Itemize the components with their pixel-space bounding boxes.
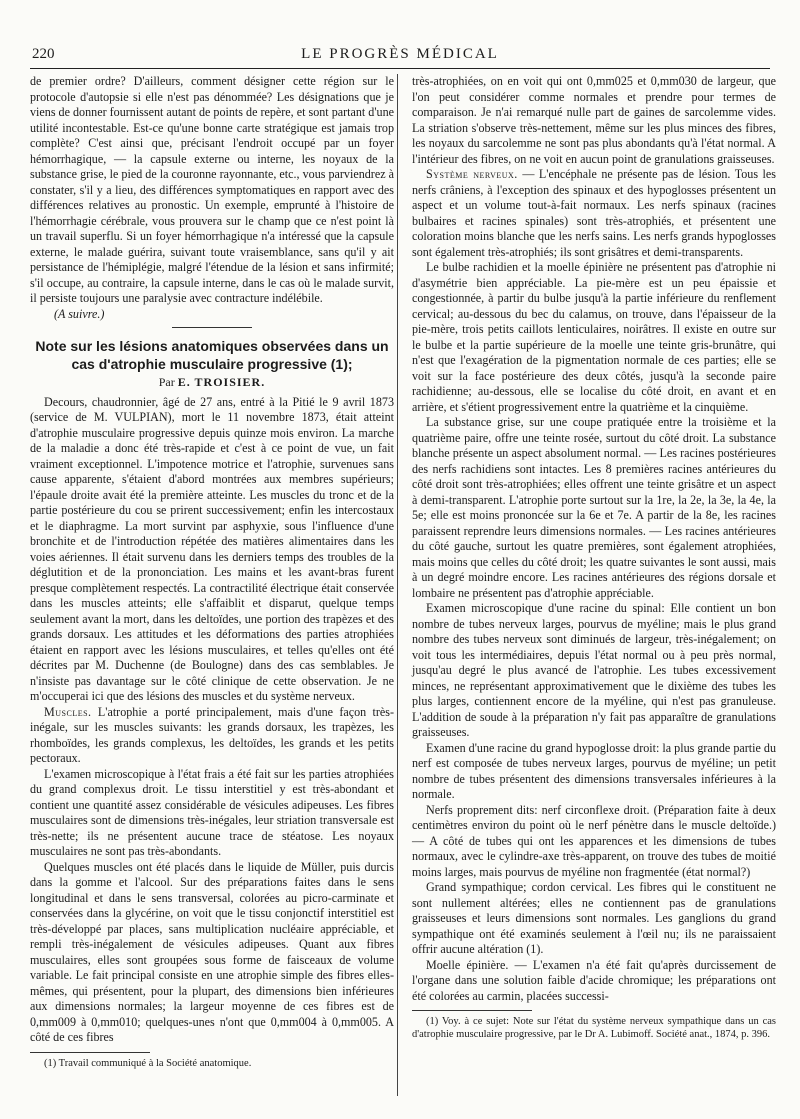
right-footnote: (1) Voy. à ce sujet: Note sur l'état du système nerveux sympathique dans un cas d'atrophie musculaire progressive, par le Dr A. Lubimoff. Société anat., 1874, p. 396. xyxy=(412,1016,776,1040)
opening-paragraph: très-atrophiées, on en voit qui ont 0,mm025 et 0,mm030 de largeur, que l'on peut considérer comme normales et prendre pour termes de comparaison. Je n'ai remarqué nulle part de gaines de sarcolemme vides. La striation s'observe très-nettement, même sur les plus minces des fibres, les noyaux du sarcolemme ne sont pas plus abondants qu'à l'état normal. A l'intérieur des fibres, on ne voit en aucun point de granulations graisseuses. xyxy=(412,74,776,166)
spinal-paragraph: Examen microscopique d'une racine du spinal: Elle contient un bon nombre de tubes nerveux larges, pourvus de myéline; mais le plus grand nombre des tubes nerveux sont diminués de largeur, très-inégalement; on voit tous les intermédiaires, depuis l'état normal ou à peu près normal, jusqu'au degré le plus avancé de l'atrophie. Les tubes excessivement minces, ne représentant approximativement que le dixième des tubes les plus larges, contiennent encore de la myéline, qui n'est pas granuleuse. L'addition de soude à la préparation n'y fait pas apparaître de granulations graisseuses. xyxy=(412,601,776,739)
author-prefix: Par xyxy=(158,375,175,389)
column-divider xyxy=(397,74,398,1096)
to-be-continued: (A suivre.) xyxy=(54,306,105,321)
left-footnote: (1) Travail communiqué à la Société anatomique. xyxy=(44,1057,252,1069)
continuation-paragraph: de premier ordre? D'ailleurs, comment désigner cette région sur le protocole d'autopsie si elle n'est pas dénommée? Les désignations que je viens de donner fournissent autant de points de repère, et sont partant d'une utilité incontestable. Est-ce qu'une bonne carte stratégique est jamais trop complète? C'est ainsi que, précisant l'endroit occupé par un foyer hémorrhagique, — la capsule externe ou interne, les noyaux de la substance grise, le pied de la couronne rayonnante, etc., vous parviendrez à constater, s'il y a lieu, des différences symptomatiques en rapport avec des différences relatives au pronostic. Un exemple, emprunté à l'histoire de l'hémorrhagie cérébrale, vous prouvera sur le champ que ce n'est point là un travail superflu. Si un foyer hémorrhagique n'a intéressé que la capsule externe, le malade guérira, suivant toute vraisemblance, sans qu'il y ait persistance de l'hémiplégie, malgré l'étendue de la lésion et sans infirmité; s'il occupe, au contraire, la capsule interne, dans le cas où le malade survit, il persiste toujours une paralysie avec contracture indélébile. xyxy=(30,74,394,305)
muscles-text: L'atrophie a porté principalement, mais d'une façon très-inégale, sur les muscles suivants: les grands dorsaux, les trapèzes, les rhomboïdes, les grands complexus, les deltoïdes, les grands et les petits pectoraux. xyxy=(30,704,394,765)
muscles-paragraph xyxy=(30,705,394,767)
microscopy-paragraph: L'examen microscopique à l'état frais a été fait sur les parties atrophiées du grand complexus droit. Le tissu interstitiel y est très-abondant et contient une quantité assez considérable de vésicules adipeuses. Les fibres musculaires sont de dimensions très-inégales, leur striation transversale est très-nette; ils ne présentent aucune trace de stéatose. Les noyaux musculaires ne sont pas très-abondants. xyxy=(30,766,394,858)
clinical-paragraph: Decours, chaudronnier, âgé de 27 ans, entré à la Pitié le 9 avril 1873 (service de M. VULPIAN), mort le 11 novembre 1873, était atteint d'atrophie musculaire progressive depuis quinze mois environ. La marche de la maladie a donc été très-rapide et c'est à ce point de vue, un fait vraiment exceptionnel. L'impotence motrice et l'atrophie, survenues sans cause apparente, s'étaient d'abord montrées aux membres supérieurs; l'épaule droite avait été la première atteinte. Les muscles du tronc et de la partie postérieure du cou se prirent successivement; enfin les intercostaux et le diaphragme. La mort survint par asphyxie, sous l'influence d'une bronchite et de l'introduction répétée des matières alimentaires dans les voies aériennes. Il était survenu dans les derniers temps des troubles de la déglutition et de la prononciation. Les mains et les avant-bras furent presque complètement respectés. La contractilité électrique était conservée dans les muscles atteints; elle s'affaiblit et disparut, quelque temps seulement avant la mort, dans les deltoïdes, une portion des trapèzes et des grands dorsaux. Les attitudes et les déformations des parties atrophiées étaient en rapport avec les lésions musculaires, et telles qu'elles ont été décrites par M. Duchenne (de Boulogne) dans des cas semblables. Je n'insiste pas davantage sur le côté clinique de cette observation. Je ne m'occuperai ici que des lésions des muscles et du système nerveux. xyxy=(30,394,394,703)
footnote-rule xyxy=(30,1052,150,1053)
section-separator xyxy=(172,327,252,328)
nervous-system-label: Système nerveux. xyxy=(426,167,518,181)
page-number: 220 xyxy=(32,46,55,62)
grey-matter-paragraph: La substance grise, sur une coupe pratiquée entre la troisième et la quatrième paire, offre une teinte rosée, surtout du côté droit. La substance blanche présente un aspect absolument normal. — Les racines postérieures des nerfs rachidiens sont intactes. Les 8 premières racines antérieures du côté droit sont très-atrophiées; elles offrent une teinte grisâtre et un aspect à demi-transparent. L'atrophie porte surtout sur la 1re, la 2e, la 3e, la 4e, la 5e; elle est moins prononcée sur la 6e et 7e. A partir de la 8e, les racines paraissent reprendre leurs dimensions normales. — Les racines antérieures du côté gauche, surtout les quatre premières, sont également atrophiées, mais moins que celles du côté droit; les quatre suivantes le sont aussi, mais à un degré moindre encore. Les racines antérieures des régions dorsale et lombaire ne présentent pas d'atrophie appréciable. xyxy=(412,415,776,600)
hypoglosse-paragraph: Examen d'une racine du grand hypoglosse droit: la plus grande partie du nerf est composée de tubes nerveux larges, pourvus de myéline; un petit nombre de tubes présentent des dimensions transversales inférieures à la normale. xyxy=(412,740,776,801)
circonflexe-paragraph: Nerfs proprement dits: nerf circonflexe droit. (Préparation faite à deux centimètres environ du point où le nerf pénètre dans le muscle deltoïde.) — A côté de tubes qui ont les apparences et les dimensions de tubes normaux, avec le cylindre-axe très-apparent, on trouve des tubes de moitié moins larges, mais pourvus de myéline non fragmentée (état normal?) xyxy=(412,802,776,879)
right-column xyxy=(412,74,776,1041)
footnote-rule xyxy=(412,1010,532,1011)
article-author xyxy=(30,375,394,391)
author-name: E. TROISIER. xyxy=(177,375,266,389)
preparations-paragraph: Quelques muscles ont été placés dans le liquide de Müller, puis durcis dans la gomme et l'alcool. Sur des préparations faites dans le sens longitudinal et dans le sens transversal, colorées au picro-carminate et conservées dans la glycérine, on voit que le tissu conjonctif interstitiel est très-développé par places, sans multiplication nucléaire appréciable, et rempli très-inégalement de vésicules adipeuses. Quant aux fibres musculaires, elles sont groupées sous forme de faisceaux de volume variable. Le fait principal consiste en une atrophie simple des fibres elles-mêmes, qui présentent, pour la plupart, des dimensions bien inférieures aux dimensions normales; la largeur moyenne de ces fibres est de 0,mm009 à 0,mm010; quelques-unes n'ont que 0,mm004 à 0,mm005. A côté de ces fibres xyxy=(30,859,394,1044)
bulbe-paragraph: Le bulbe rachidien et la moelle épinière ne présentent pas d'atrophie ni d'asymétrie bien appréciable. La pie-mère est un peu épaissie et congestionnée, à partir du bulbe jusqu'à la partie inférieure du renflement cervical; au-dessous du bec du calamus, on trouve, dans l'épaisseur de la pie-mère, trois petits caillots lenticulaires, noirâtres. Il existe en outre sur le bulbe et la partie supérieure de la moelle une teinte gris-brunâtre, qui n'est que l'exagération de la pigmentation normale de ces parties; elle se voit sur la face postérieure des deux côtés, jusqu'à la seconde paire rachidienne; au-dessous, elle se localise du côté droit, en avant et en arrière, et s'étient progressivement entre la quatrième et la cinquième. xyxy=(412,260,776,414)
article-title: Note sur les lésions anatomiques observées dans un cas d'atrophie musculaire progressive (1); xyxy=(35,338,389,372)
muscles-label: Muscles. xyxy=(44,704,92,719)
moelle-paragraph: Moelle épinière. — L'examen n'a été fait qu'après durcissement de l'organe dans une solution faible d'acide chromique; les préparations ont été colorées au carmin, placées successi- xyxy=(412,957,776,1003)
nervous-system-text: — L'encéphale ne présente pas de lésion. Tous les nerfs crâniens, à l'exception des spinaux et des hypoglosses présentent un aspect et un volume tout-à-fait normaux. Les nerfs spinaux (racines bulbaires et racines spinales) sont très-atrophiés, et présentent une coloration moins blanche que les nerfs sains. Les nerfs grands hypoglosses sont également très-atrophiés; ils sont grisâtres et demi-transparents. xyxy=(412,167,776,259)
sympathique-paragraph: Grand sympathique; cordon cervical. Les fibres qui le constituent ne sont nullement altérées; elles ne contiennent pas de granulations graisseuses et leurs dimensions sont normales. Les ganglions du grand sympathique ont été examinés seulement à l'œil nu; ils ne paraissaient offrir aucune altération (1). xyxy=(412,880,776,956)
journal-title: LE PROGRÈS MÉDICAL xyxy=(301,46,499,62)
page-header xyxy=(30,46,770,69)
nervous-system-paragraph xyxy=(412,167,776,260)
left-column xyxy=(30,74,394,1070)
